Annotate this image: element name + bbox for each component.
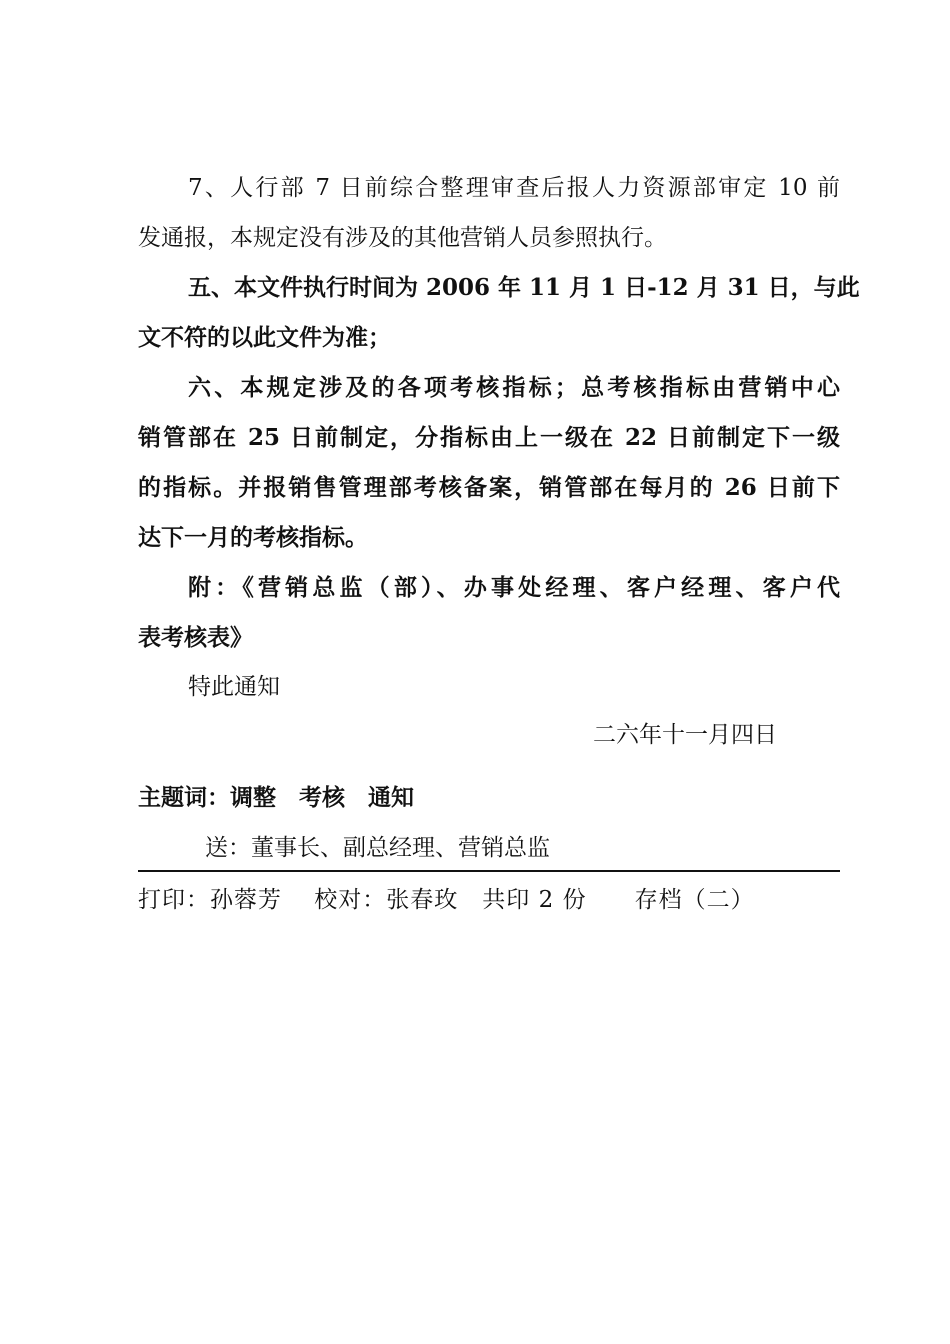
distribution-list: 送：董事长、副总经理、营销总监	[205, 835, 550, 861]
item7-line2: 发通报，本规定没有涉及的其他营销人员参照执行。	[138, 225, 667, 251]
section6-line3: 的指标。并报销售管理部考核备案，销管部在每月的 26 日前下	[138, 474, 840, 501]
section6-line4: 达下一月的考核指标。	[138, 524, 368, 551]
section5-line2: 文不符的以此文件为准；	[138, 324, 391, 351]
footer-divider	[138, 870, 840, 872]
attachment-line1: 附：《营销总监（部）、办事处经理、客户经理、客户代	[188, 574, 840, 601]
section5-line1: 五、本文件执行时间为 2006 年 11 月 1 日-12 月 31 日，与此	[188, 274, 860, 301]
issue-date: 二六年十一月四日	[593, 722, 777, 748]
subject-keywords: 主题词：调整 考核 通知	[138, 784, 414, 811]
section6-line1: 六、本规定涉及的各项考核指标；总考核指标由营销中心	[188, 374, 840, 401]
notice-text: 特此通知	[188, 674, 280, 700]
item7-line1: 7、人行部 7 日前综合整理审查后报人力资源部审定 10 前	[188, 175, 840, 201]
section6-line2: 销管部在 25 日前制定，分指标由上一级在 22 日前制定下一级	[138, 424, 840, 451]
print-footer: 打印：孙蓉芳 校对：张春玫 共印 2 份 存档（二）	[138, 887, 755, 913]
attachment-line2: 表考核表》	[138, 624, 253, 651]
